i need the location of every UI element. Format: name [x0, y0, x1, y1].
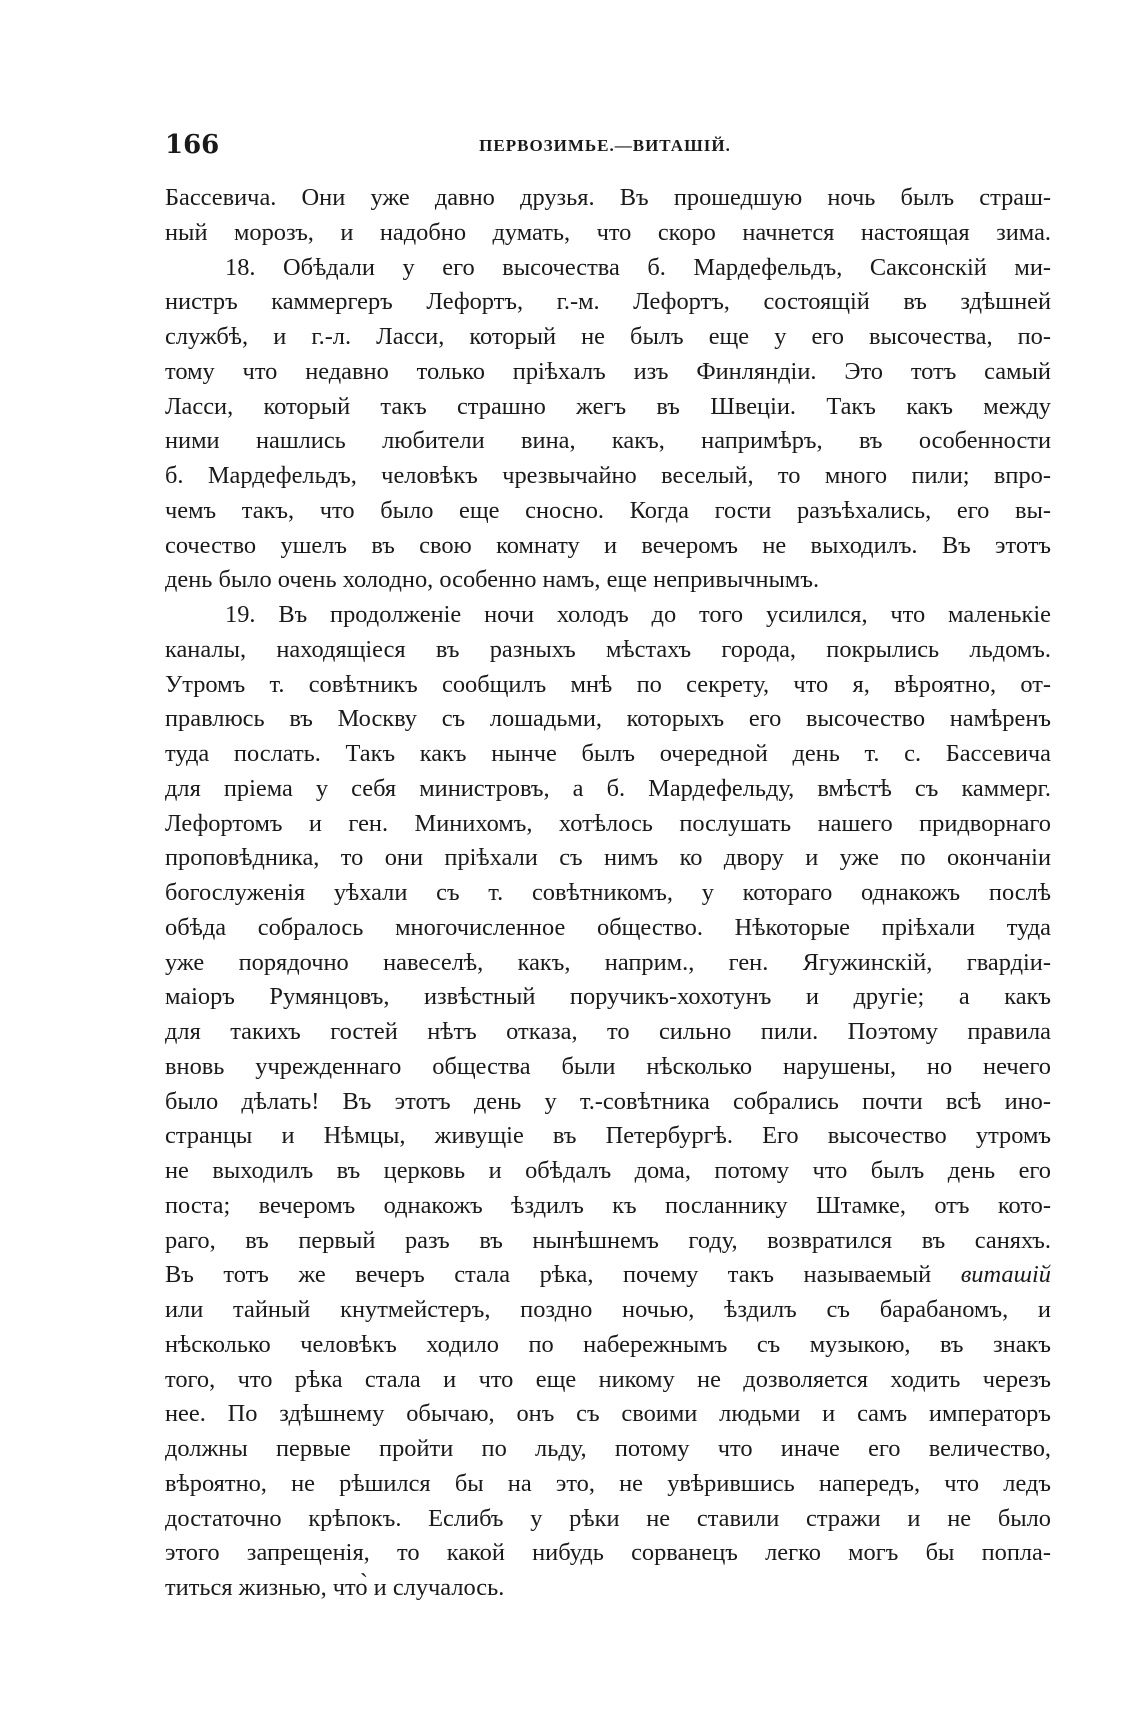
text-line: чемъ такъ, что было еще сносно. Когда гости разъѣхались, его вы-: [165, 496, 1051, 524]
text-line: [165, 1258, 1051, 1293]
text-line: Ласси, который такъ страшно жегъ въ Швеціи. Такъ какъ между: [165, 392, 1051, 420]
text-line: для такихъ гостей нѣтъ отказа, то сильно пили. Поэтому правила: [165, 1018, 1051, 1045]
text-line: туда послать. Такъ какъ нынче былъ очередной день т. с. Бассевича: [165, 740, 1051, 767]
text-line: нистръ каммергеръ Лефортъ, г.-м. Лефортъ, состоящій въ здѣшней: [165, 288, 1051, 316]
paragraph-end-line: титься жизнью, что̀ и случалось.: [165, 1574, 505, 1601]
text-line: уже порядочно навеселѣ, какъ, наприм., ген. Ягужинскій, гвардіи-: [165, 948, 1051, 976]
text-line: б. Мардефельдъ, человѣкъ чрезвычайно веселый, то много пили; впро-: [165, 462, 1051, 489]
text-line: ними нашлись любители вина, какъ, напримѣръ, въ особенности: [165, 427, 1051, 455]
text-line: сочество ушелъ въ свою комнату и вечеромъ не выходилъ. Въ этотъ: [165, 531, 1051, 559]
text-line: было дѣлать! Въ этотъ день у т.-совѣтника собрались почти всѣ ино-: [165, 1087, 1051, 1115]
text-line: поста; вечеромъ однакожъ ѣздилъ къ посланнику Штамке, отъ кото-: [165, 1191, 1051, 1219]
text-line: для пріема у себя министровъ, а б. Мардефельду, вмѣстѣ съ каммерг.: [165, 774, 1051, 802]
text-line: или тайный кнутмейстеръ, поздно ночью, ѣздилъ съ барабаномъ, и: [165, 1296, 1051, 1323]
text-line: маіоръ Румянцовъ, извѣстный поручикъ-хохотунъ и другіе; а какъ: [165, 983, 1051, 1011]
text-line: каналы, находящіеся въ разныхъ мѣстахъ города, покрылись льдомъ.: [165, 635, 1051, 663]
italic-term: виташій: [960, 1261, 1051, 1289]
text-line: Бассевича. Они уже давно друзья. Въ прошедшую ночь былъ страш-: [165, 184, 1051, 211]
text-line: этого запрещенія, то какой нибудь сорванецъ легко могъ бы попла-: [165, 1539, 1051, 1567]
text-line: богослуженія уѣхали съ т. совѣтникомъ, у котораго однакожъ послѣ: [165, 879, 1051, 906]
text-line: правлюсь въ Москву съ лошадьми, которыхъ его высочество намѣренъ: [165, 705, 1051, 733]
text-line: Лефортомъ и ген. Минихомъ, хотѣлось послушать нашего придворнаго: [165, 809, 1051, 837]
text-line: службѣ, и г.-л. Ласси, который не былъ еще у его высочества, по-: [165, 323, 1051, 350]
text-line: вѣроятно, не рѣшился бы на это, не увѣрившись напередъ, что ледъ: [165, 1469, 1051, 1497]
text-line: проповѣдника, то они пріѣхали съ нимъ ко двору и уже по окончаніи: [165, 844, 1051, 872]
text-line: странцы и Нѣмцы, живущіе въ Петербургѣ. Его высочество утромъ: [165, 1122, 1051, 1150]
text-segment: Въ тотъ же вечеръ стала рѣка, почему такъ называемый: [165, 1261, 932, 1289]
text-line: должны первые пройти по льду, потому что иначе его величество,: [165, 1435, 1051, 1462]
text-line: не выходилъ въ церковь и обѣдалъ дома, потому что былъ день его: [165, 1157, 1051, 1184]
text-line: вновь учрежденнаго общества были нѣсколько нарушены, но нечего: [165, 1052, 1051, 1080]
text-line: нѣсколько человѣкъ ходило по набережнымъ съ музыкою, въ знакъ: [165, 1330, 1051, 1358]
paragraph-start-line: 19. Въ продолженіе ночи холодъ до того усилился, что маленькіе: [225, 601, 1051, 628]
text-line: того, что рѣка стала и что еще никому не дозволяется ходить черезъ: [165, 1365, 1051, 1393]
text-line: раго, въ первый разъ въ нынѣшнемъ году, возвратился въ саняхъ.: [165, 1226, 1051, 1254]
running-title: ПЕРВОЗИМЬЕ.—ВИТАШІЙ.: [479, 136, 731, 155]
running-head: [165, 130, 1045, 160]
text-line: тому что недавно только пріѣхалъ изъ Финляндіи. Это тотъ самый: [165, 357, 1051, 385]
text-line: достаточно крѣпокъ. Еслибъ у рѣки не ставили стражи и не было: [165, 1504, 1051, 1532]
text-line: Утромъ т. совѣтникъ сообщилъ мнѣ по секрету, что я, вѣроятно, от-: [165, 670, 1051, 698]
text-line: нее. По здѣшнему обычаю, онъ съ своими людьми и самъ императоръ: [165, 1400, 1051, 1428]
page-number: 166: [165, 130, 220, 160]
body-text: [165, 181, 1051, 1606]
paragraph-start-line: 18. Обѣдали у его высочества б. Мардефельдъ, Саксонскій ми-: [225, 253, 1051, 281]
text-line: ный морозъ, и надобно думать, что скоро начнется настоящая зима.: [165, 218, 1051, 246]
text-line: обѣда собралось многочисленное общество. Нѣкоторые пріѣхали туда: [165, 913, 1051, 941]
paragraph-end-line: день было очень холодно, особенно намъ, еще непривычнымъ.: [165, 566, 820, 594]
